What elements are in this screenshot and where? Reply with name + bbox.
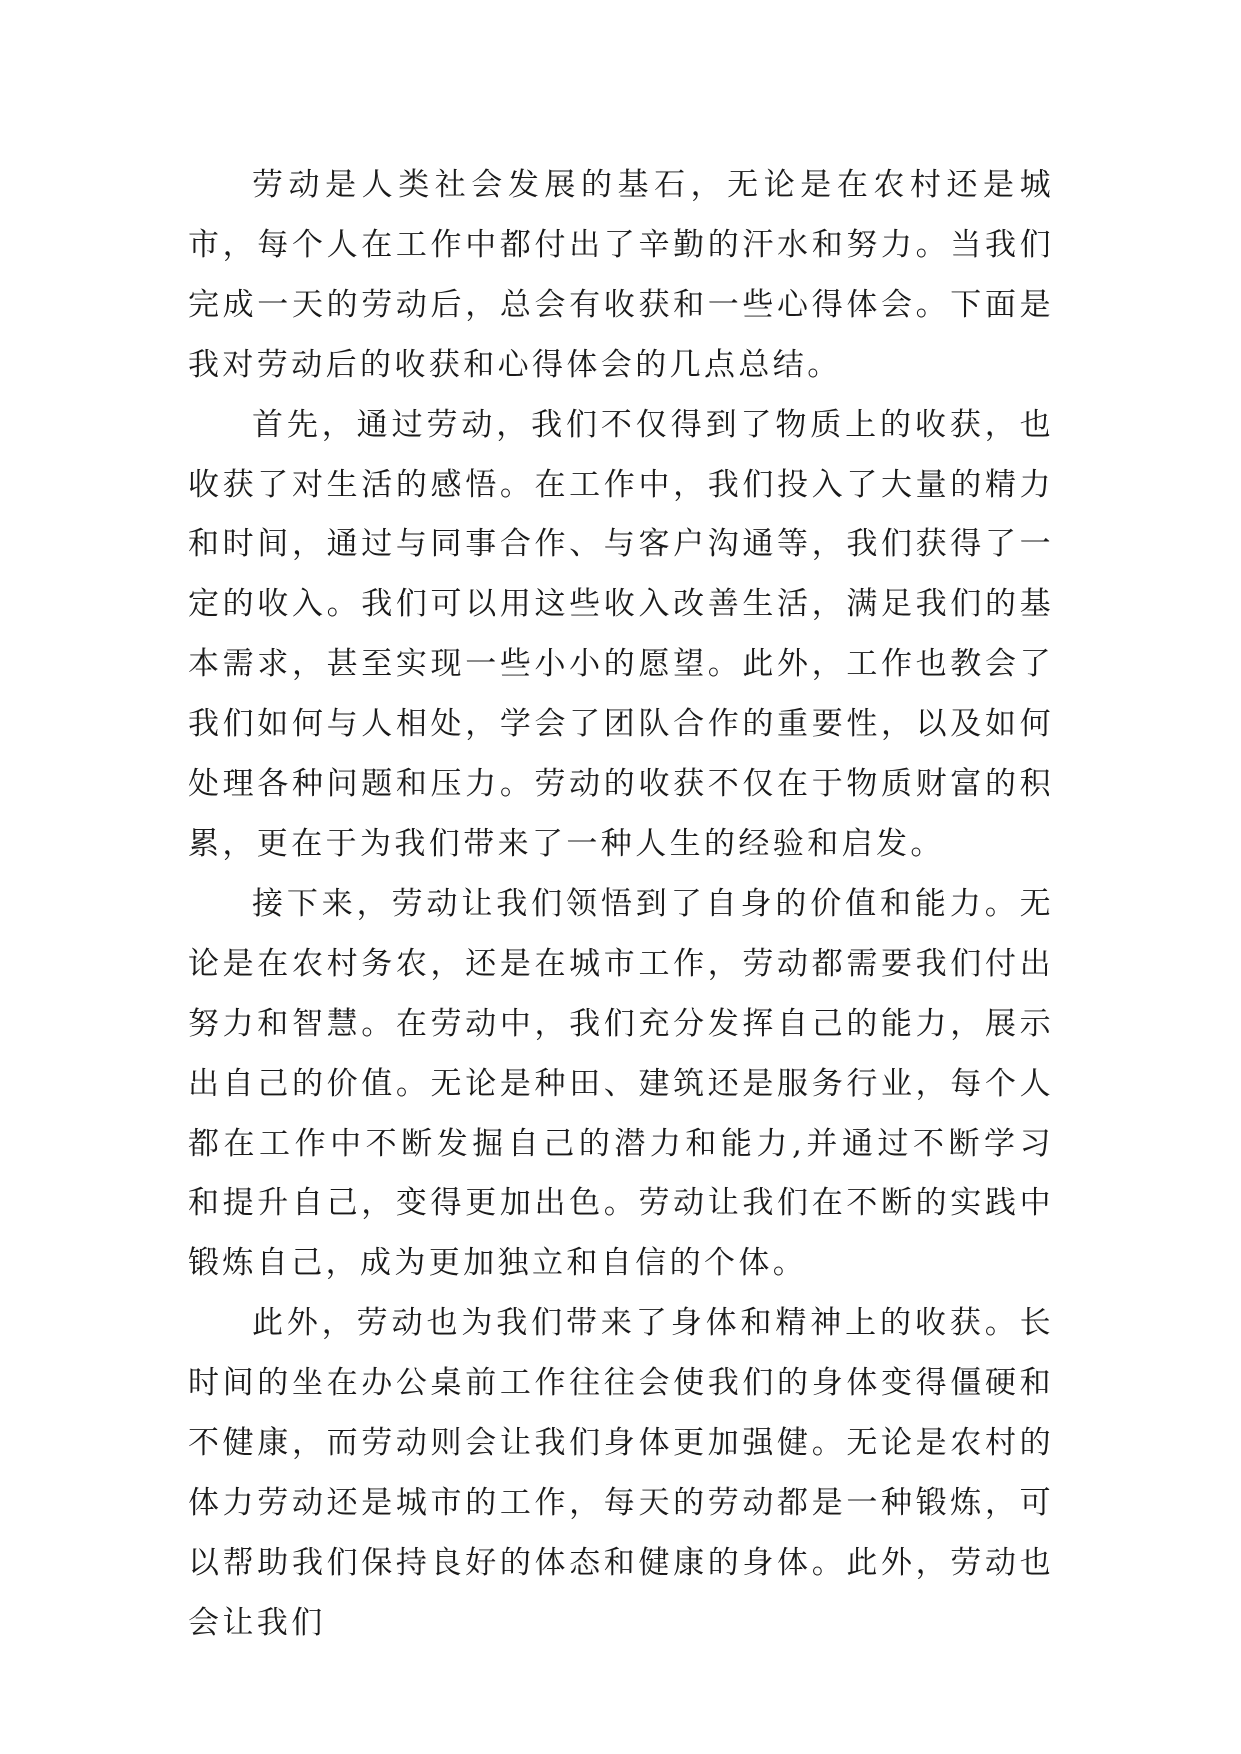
paragraph-2: 首先，通过劳动，我们不仅得到了物质上的收获，也收获了对生活的感悟。在工作中，我们投入了大量的精力和时间，通过与同事合作、与客户沟通等，我们获得了一定的收入。我们可以用这些收入改善生活，满足我们的基本需求，甚至实现一些小小的愿望。此外，工作也教会了我们如何与人相处，学会了团队合作的重要性，以及如何处理各种问题和压力。劳动的收获不仅在于物质财富的积累，更在于为我们带来了一种人生的经验和启发。 — [188, 406, 1054, 862]
document-body — [188, 156, 1054, 1654]
paragraph-1: 劳动是人类社会发展的基石，无论是在农村还是城市，每个人在工作中都付出了辛勤的汗水和努力。当我们完成一天的劳动后，总会有收获和一些心得体会。下面是我对劳动后的收获和心得体会的几点总结。 — [188, 167, 1054, 383]
paragraph-4: 此外，劳动也为我们带来了身体和精神上的收获。长时间的坐在办公桌前工作往往会使我们的身体变得僵硬和不健康，而劳动则会让我们身体更加强健。无论是农村的体力劳动还是城市的工作，每天的劳动都是一种锻炼，可以帮助我们保持良好的体态和健康的身体。此外，劳动也会让我们 — [188, 1305, 1054, 1641]
paragraph-3: 接下来，劳动让我们领悟到了自身的价值和能力。无论是在农村务农，还是在城市工作，劳动都需要我们付出努力和智慧。在劳动中，我们充分发挥自己的能力，展示出自己的价值。无论是种田、建筑还是服务行业，每个人都在工作中不断发掘自己的潜力和能力,并通过不断学习和提升自己，变得更加出色。劳动让我们在不断的实践中锻炼自己，成为更加独立和自信的个体。 — [188, 885, 1054, 1282]
